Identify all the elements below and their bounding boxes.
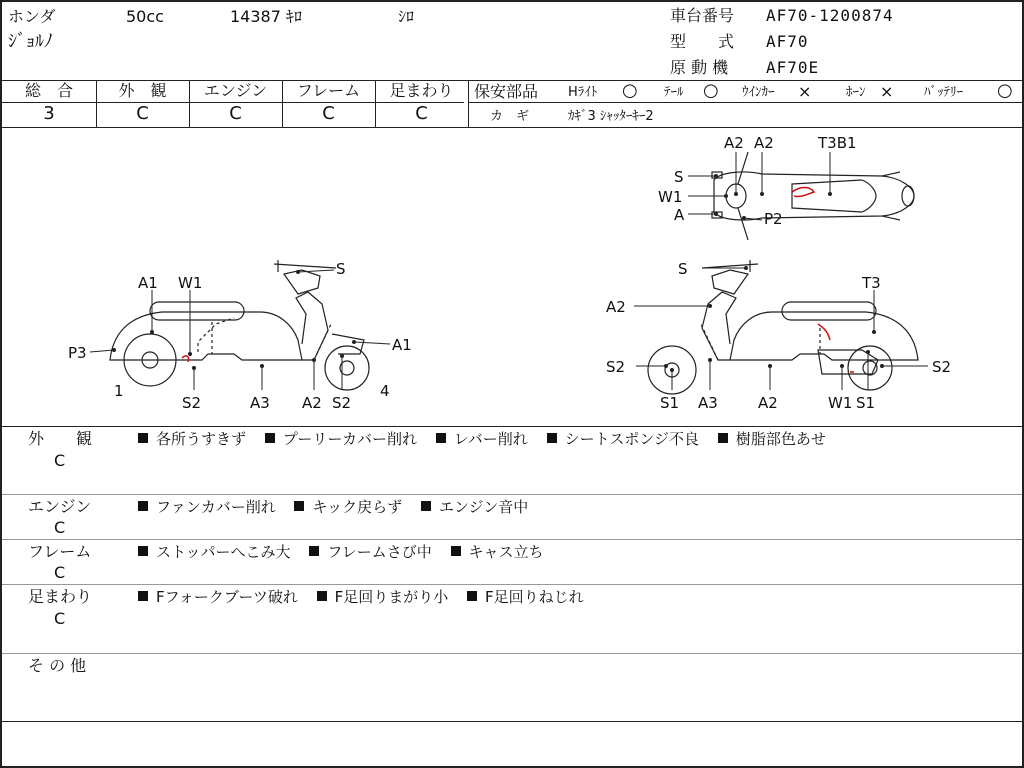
label-s-left: S	[336, 260, 346, 278]
tail-mark: ○	[703, 80, 719, 101]
engine-grade-label: エンジン	[203, 81, 268, 100]
label-a1-right-left: A1	[392, 336, 412, 354]
note-item: フレームさび中	[327, 543, 432, 561]
bullet-icon	[436, 433, 446, 443]
model-name: ｼﾞｮﾙﾉ	[8, 31, 53, 52]
note-items	[138, 588, 598, 606]
mileage: 14387 ｷﾛ	[230, 7, 302, 26]
headlight-mark: ○	[622, 80, 638, 101]
note-grade: C	[54, 451, 66, 470]
bullet-icon	[421, 501, 431, 511]
bullet-icon	[547, 433, 557, 443]
tail-label: ﾃｰﾙ	[664, 85, 684, 100]
label-s1b-right: S1	[856, 394, 876, 412]
note-item: キック戻らず	[312, 498, 403, 516]
scooter-top-view	[712, 152, 914, 240]
note-item: レバー削れ	[453, 430, 528, 448]
bullet-icon	[138, 433, 148, 443]
horn-mark: ×	[880, 82, 894, 101]
bullet-icon	[138, 546, 148, 556]
safety-label: 保安部品	[474, 82, 539, 101]
key-value: ｶｷﾞ3 ｼｬｯﾀｰｷｰ2	[568, 109, 654, 124]
note-grade: C	[54, 518, 66, 537]
note-item: プーリーカバー削れ	[282, 430, 418, 448]
note-item: 樹脂部色あせ	[735, 430, 826, 448]
type-value: AF70	[766, 32, 809, 51]
label-a2b-top: A2	[754, 134, 774, 152]
label-a2b-right: A2	[758, 394, 778, 412]
key-label: カ ギ	[490, 109, 530, 124]
label-p2-top: P2	[764, 210, 783, 228]
note-label: エンジン	[28, 497, 92, 516]
bullet-icon	[467, 591, 477, 601]
bullet-icon	[309, 546, 319, 556]
bullet-icon	[451, 546, 461, 556]
note-item: F足回りまがり小	[334, 588, 449, 606]
winker-mark: ×	[798, 82, 812, 101]
label-s1-right: S1	[660, 394, 680, 412]
frame-grade-label: フレーム	[296, 81, 361, 100]
note-grade: C	[54, 609, 66, 628]
frame-no-label: 車台番号	[670, 6, 735, 25]
note-item: エンジン音中	[438, 498, 529, 516]
label-s2-left: S2	[182, 394, 202, 412]
label-1-left: 1	[114, 382, 124, 400]
note-items	[138, 430, 840, 448]
label-t3b1-top: T3B1	[818, 134, 857, 152]
note-grade: C	[54, 563, 66, 582]
bullet-icon	[294, 501, 304, 511]
divider	[468, 102, 1022, 103]
horn-label: ﾎｰﾝ	[846, 85, 866, 100]
label-a-top: A	[674, 206, 685, 224]
note-row-frame	[2, 539, 1022, 584]
suspension-grade-value: C	[415, 103, 428, 124]
engine-label: 原 動 機	[670, 58, 729, 77]
note-item: ストッパーへこみ大	[156, 543, 291, 561]
label-s2-right-left: S2	[606, 358, 626, 376]
note-item: シートスポンジ不良	[564, 430, 700, 448]
note-item: ファンカバー削れ	[156, 498, 276, 516]
label-w1-left: W1	[178, 274, 203, 292]
exterior-label: 外 観	[118, 81, 167, 100]
divider	[2, 721, 1022, 722]
note-label: 外 観	[28, 429, 93, 448]
bullet-icon	[718, 433, 728, 443]
note-row-exterior	[2, 426, 1022, 494]
engine-grade-value: C	[229, 103, 242, 124]
label-a1-left: A1	[138, 274, 158, 292]
label-a2a-top: A2	[724, 134, 744, 152]
type-label: 型 式	[670, 32, 735, 51]
note-row-suspension	[2, 584, 1022, 652]
label-a3-right: A3	[698, 394, 718, 412]
scooter-diagram	[2, 128, 1022, 426]
label-a2-left: A2	[302, 394, 322, 412]
label-s-top: S	[674, 168, 684, 186]
bullet-icon	[138, 591, 148, 601]
note-row-engine	[2, 494, 1022, 539]
divider	[468, 80, 469, 127]
battery-label: ﾊﾞｯﾃﾘｰ	[924, 85, 963, 100]
bullet-icon	[138, 501, 148, 511]
note-label: フレーム	[28, 542, 92, 561]
note-item: 各所うすきず	[156, 430, 247, 448]
winker-label: ｳｲﾝｶｰ	[742, 85, 775, 100]
label-4-left: 4	[380, 382, 390, 400]
label-w1-right: W1	[828, 394, 853, 412]
note-label: 足まわり	[28, 587, 93, 606]
label-w1-top: W1	[658, 188, 683, 206]
bullet-icon	[265, 433, 275, 443]
label-p3-left: P3	[68, 344, 87, 362]
frame-no-value: AF70-1200874	[766, 6, 894, 25]
overall-value: 3	[43, 103, 55, 124]
note-item: F足回りねじれ	[485, 588, 584, 606]
label-a3-left: A3	[250, 394, 270, 412]
suspension-grade-label: 足まわり	[389, 81, 454, 100]
maker: ホンダ	[8, 7, 56, 26]
bullet-icon	[317, 591, 327, 601]
exterior-value: C	[136, 103, 149, 124]
note-items	[138, 498, 542, 516]
color: ｼﾛ	[398, 7, 415, 26]
overall-label: 総 合	[24, 81, 73, 100]
note-item: Fフォークブーツ破れ	[156, 588, 298, 606]
battery-mark: ○	[997, 80, 1013, 101]
note-label: そ の 他	[28, 656, 87, 675]
engine-value: AF70E	[766, 58, 820, 77]
label-s2b-left: S2	[332, 394, 352, 412]
frame-grade-value: C	[322, 103, 335, 124]
label-a2-right: A2	[606, 298, 626, 316]
label-s2-right-right: S2	[932, 358, 952, 376]
label-s-right: S	[678, 260, 688, 278]
headlight-label: Hﾗｲﾄ	[568, 85, 598, 100]
note-items	[138, 543, 558, 561]
label-t3-right: T3	[862, 274, 881, 292]
note-row-other	[2, 653, 1022, 721]
note-item: キャス立ち	[468, 543, 544, 561]
displacement: 50cc	[126, 7, 164, 26]
